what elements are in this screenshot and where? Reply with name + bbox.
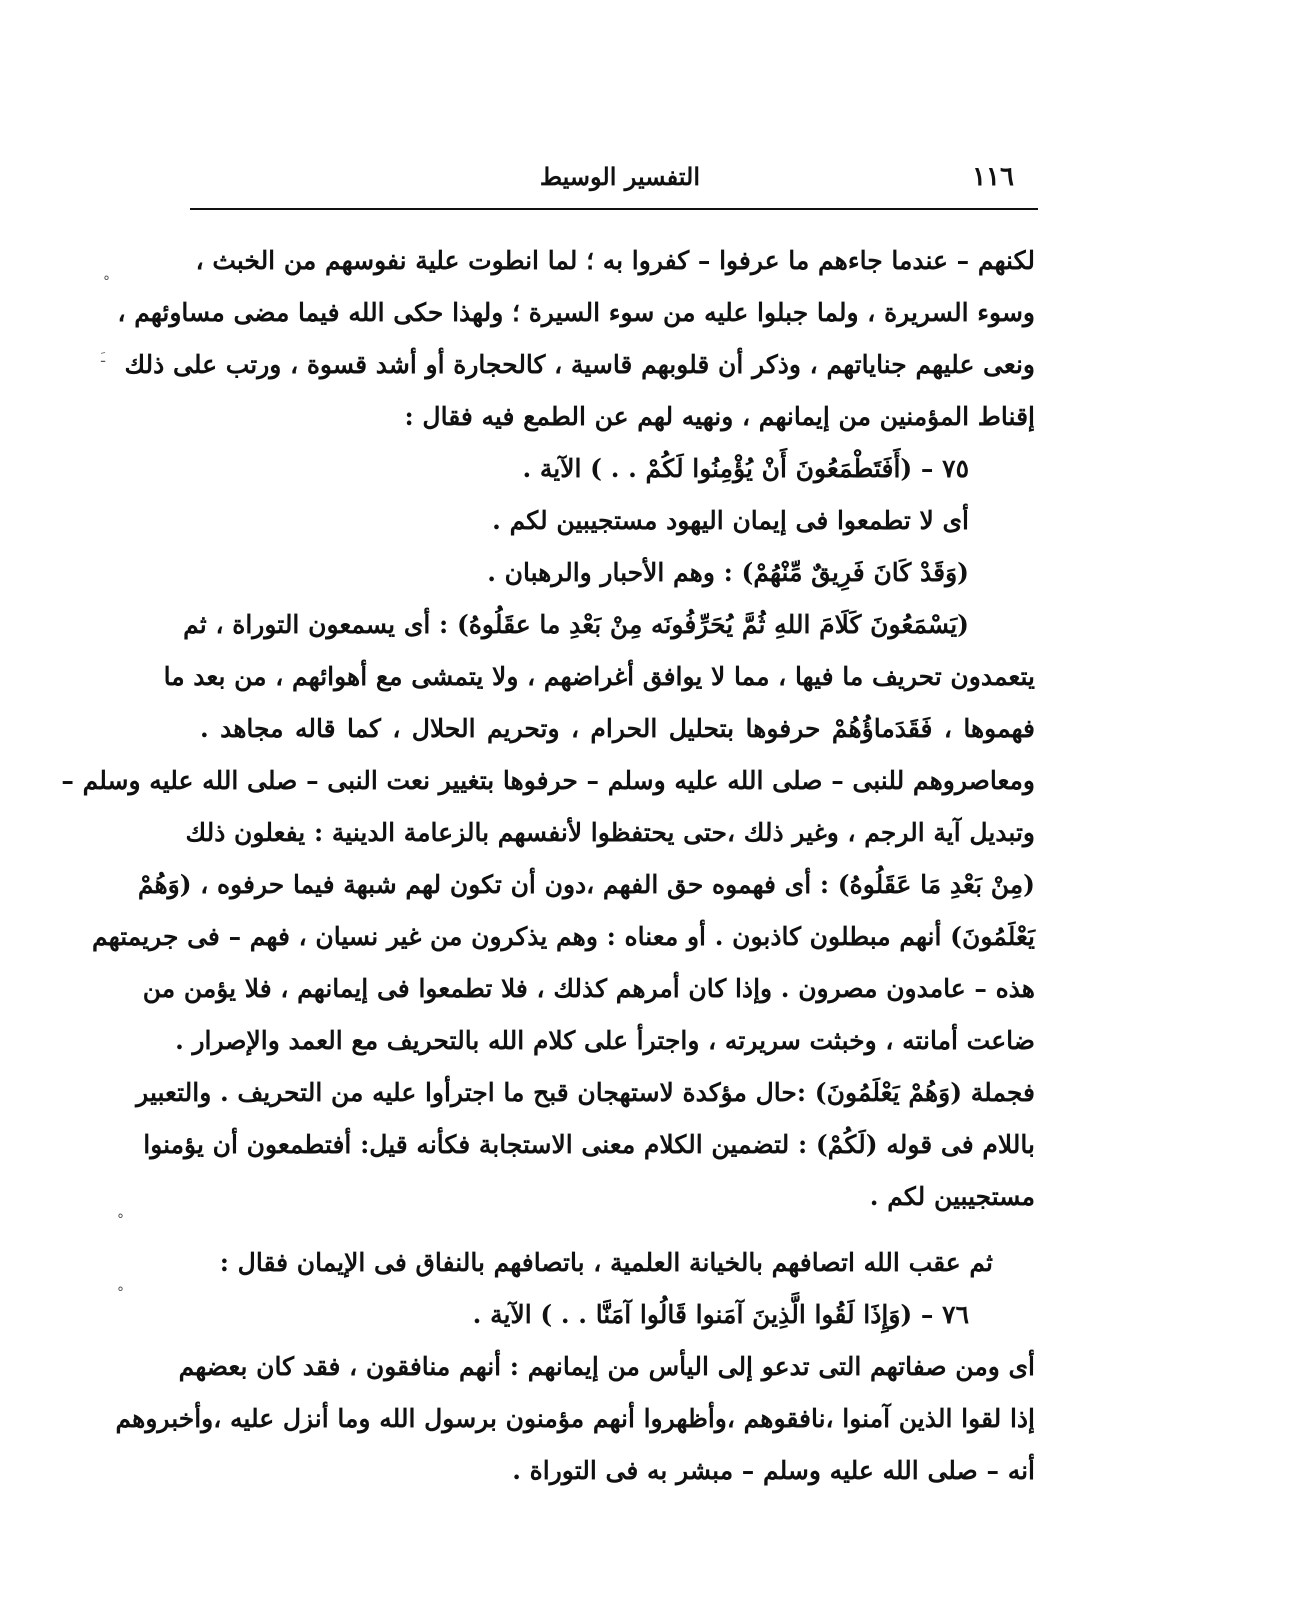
text-line: ضاعت أمانته ، وخبثت سريرته ، واجترأ على كلام الله بالتحريف مع العمد والإصرار . <box>175 1026 1035 1055</box>
verse-heading: ٧٥ – (أَفَتَطْمَعُونَ أَنْ يُؤْمِنُوا لَكُمْ . . ) الآية . <box>522 454 969 483</box>
text-line: ونعى عليهم جناياتهم ، وذكر أن قلوبهم قاسية ، كالحجارة أو أشد قسوة ، ورتب على ذلك <box>124 350 1035 379</box>
text-line: (يَسْمَعُونَ كَلَامَ اللهِ ثُمَّ يُحَرِّفُونَه مِنْ بَعْدِ ما عقَلُوهُ) : أى يسمعون التوراة ، ثم <box>183 610 969 639</box>
scan-speck: ° <box>117 1212 124 1228</box>
text-line: وتبديل آية الرجم ، وغير ذلك ،حتى يحتفظوا لأنفسهم بالزعامة الدينية : يفعلون ذلك <box>185 818 1035 847</box>
text-line: ومعاصروهم للنبى – صلى الله عليه وسلم – حرفوها بتغيير نعت النبى – صلى الله عليه وسلم – <box>61 766 1035 795</box>
text-line: فهموها ، فَقَدَماؤُهُمْ حرفوها بتحليل الحرام ، وتحريم الحلال ، كما قاله مجاهد . <box>200 714 1035 743</box>
scan-speck: ﹷ <box>101 350 106 366</box>
text-line: أنه – صلى الله عليه وسلم – مبشر به فى التوراة . <box>512 1456 1035 1485</box>
header-rule <box>190 208 1038 210</box>
page-header <box>190 162 1038 202</box>
body-text <box>61 235 1035 1497</box>
text-line: وسوء السريرة ، ولما جبلوا عليه من سوء السيرة ؛ ولهذا حكى الله فيما مضى مساوئهم ، <box>117 298 1035 327</box>
text-line: أى ومن صفاتهم التى تدعو إلى اليأس من إيمانهم : أنهم منافقون ، فقد كان بعضهم <box>178 1352 1035 1381</box>
text-line: ثم عقب الله اتصافهم بالخيانة العلمية ، باتصافهم بالنفاق فى الإيمان فقال : <box>219 1248 993 1277</box>
running-title: التفسير الوسيط <box>539 162 700 191</box>
text-line: لكنهم – عندما جاءهم ما عرفوا – كفروا به ؛ لما انطوت علية نفوسهم من الخبث ، <box>195 246 1035 275</box>
text-line: إقناط المؤمنين من إيمانهم ، ونهيه لهم عن الطمع فيه فقال : <box>404 402 1035 431</box>
scan-speck: ° <box>103 274 110 290</box>
text-line: مستجيبين لكم . <box>869 1182 1035 1211</box>
text-line: (وَقَدْ كَانَ فَرِيقٌ مِّنْهُمْ) : وهم الأحبار والرهبان . <box>487 558 969 587</box>
text-line: باللام فى قوله (لَكُمْ) : لتضمين الكلام معنى الاستجابة فكأنه قيل: أفتطمعون أن يؤمنوا <box>143 1130 1035 1159</box>
text-line: إذا لقوا الذين آمنوا ،نافقوهم ،وأظهروا أنهم مؤمنون برسول الله وما أنزل عليه ،وأخبروهم <box>115 1404 1035 1433</box>
scan-speck: ° <box>117 1285 124 1301</box>
text-line: (مِنْ بَعْدِ مَا عَقَلُوهُ) : أى فهموه حق الفهم ،دون أن تكون لهم شبهة فيما حرفوه ، (وَهُمْ <box>137 870 1035 899</box>
verse-heading: ٧٦ – (وَإِذَا لَقُوا الَّذِينَ آمَنوا قَالُوا آمَنَّا . . ) الآية . <box>472 1300 969 1329</box>
text-line: أى لا تطمعوا فى إيمان اليهود مستجيبين لكم . <box>492 506 969 535</box>
text-line: فجملة (وَهُمْ يَعْلَمُونَ) :حال مؤكدة لاستهجان قبح ما اجترأوا عليه من التحريف . والتعبير <box>136 1078 1035 1107</box>
text-line: يَعْلَمُونَ) أنهم مبطلون كاذبون . أو معناه : وهم يذكرون من غير نسيان ، فهم – فى جريمتهم <box>92 922 1035 951</box>
paragraph-gap <box>200 1223 1035 1237</box>
text-line: هذه – عامدون مصرون . وإذا كان أمرهم كذلك ، فلا تطمعوا فى إيمانهم ، فلا يؤمن من <box>142 974 1035 1003</box>
text-line: يتعمدون تحريف ما فيها ، مما لا يوافق أغراضهم ، ولا يتمشى مع أهوائهم ، من بعد ما <box>163 662 1035 691</box>
page-number: ١١٦ <box>972 162 1014 192</box>
